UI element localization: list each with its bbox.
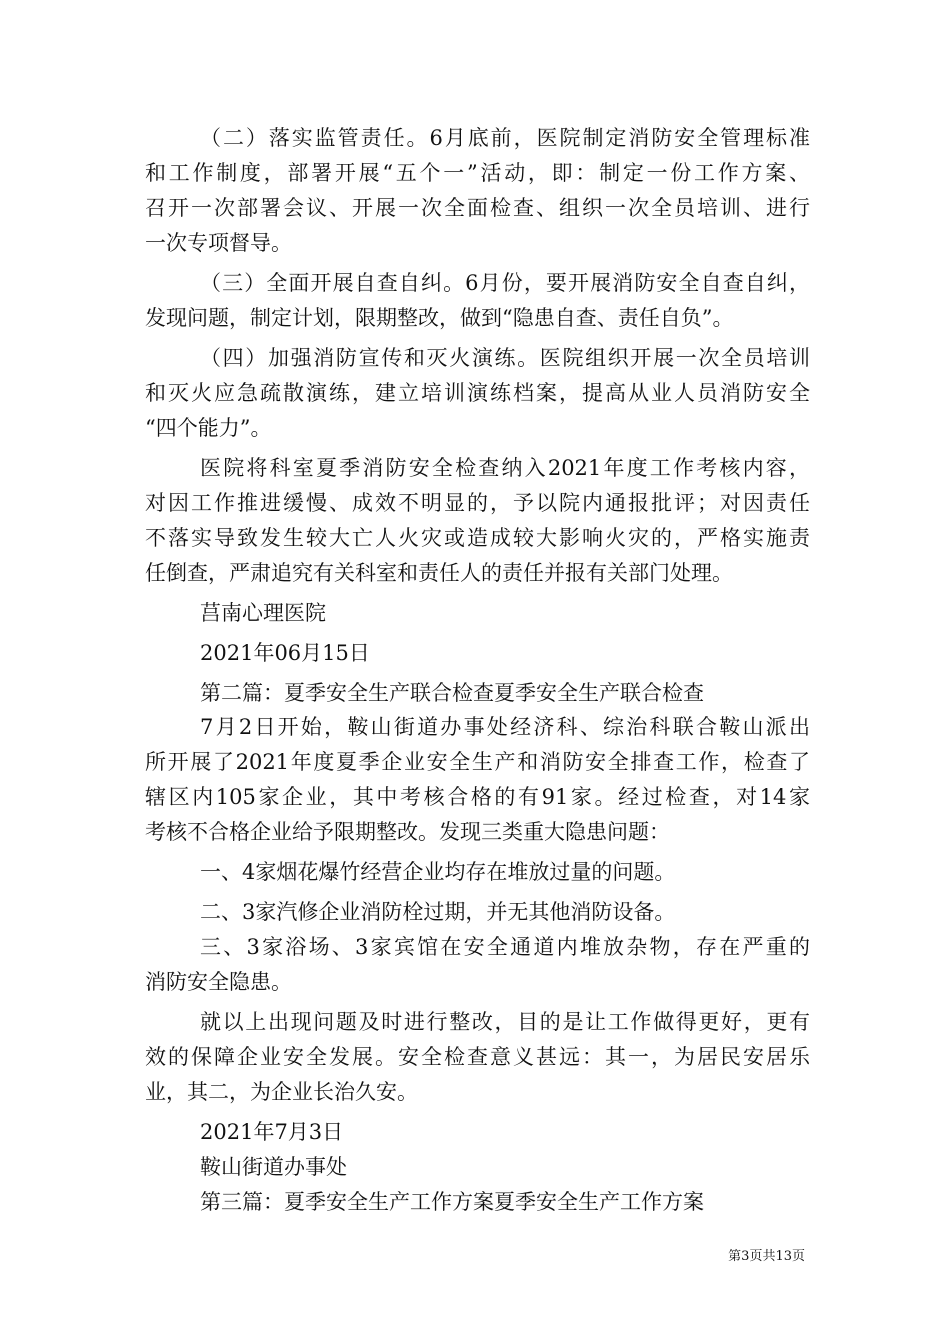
paragraph-line: 和灭火应急疏散演练，建立培训演练档案，提高从业人员消防安全 <box>145 381 810 405</box>
paragraph-line: 考核不合格企业给予限期整改。发现三类重大隐患问题： <box>145 820 670 844</box>
paragraph-line: （二）落实监管责任。6月底前，医院制定消防安全管理标准 <box>200 126 810 150</box>
page-number: 第3页共13页 <box>728 1249 805 1264</box>
signature-date: 2021年06月15日 <box>200 641 370 665</box>
paragraph-line: 业，其二，为企业长治久安。 <box>145 1080 418 1104</box>
paragraph-line: 就以上出现问题及时进行整改，目的是让工作做得更好，更有 <box>200 1010 810 1034</box>
paragraph-line: 不落实导致发生较大亡人火灾或造成较大影响火灾的，严格实施责 <box>145 526 810 550</box>
paragraph-line: 消防安全隐患。 <box>145 970 292 994</box>
signature-org: 鞍山街道办事处 <box>200 1155 347 1179</box>
paragraph-line: （三）全面开展自查自纠。6月份，要开展消防安全自查自纠， <box>200 271 810 295</box>
section-heading: 第三篇：夏季安全生产工作方案夏季安全生产工作方案 <box>200 1190 704 1214</box>
paragraph-line: 效的保障企业安全发展。安全检查意义甚远：其一，为居民安居乐 <box>145 1045 810 1069</box>
paragraph-line: 医院将科室夏季消防安全检查纳入2021年度工作考核内容， <box>200 456 810 480</box>
paragraph-line: 和工作制度，部署开展“五个一”活动，即：制定一份工作方案、 <box>145 161 810 185</box>
paragraph-line: 辖区内105家企业，其中考核合格的有91家。经过检查，对14家 <box>145 785 810 809</box>
list-item: 一、4家烟花爆竹经营企业均存在堆放过量的问题。 <box>200 860 676 884</box>
signature-date: 2021年7月3日 <box>200 1120 344 1144</box>
list-item: 三、3家浴场、3家宾馆在安全通道内堆放杂物，存在严重的 <box>200 935 810 959</box>
list-item: 二、3家汽修企业消防栓过期，并无其他消防设备。 <box>200 900 676 924</box>
paragraph-line: 任倒查，严肃追究有关科室和责任人的责任并报有关部门处理。 <box>145 561 733 585</box>
section-heading: 第二篇：夏季安全生产联合检查夏季安全生产联合检查 <box>200 681 704 705</box>
paragraph-line: 召开一次部署会议、开展一次全面检查、组织一次全员培训、进行 <box>145 196 810 220</box>
paragraph-line: 发现问题，制定计划，限期整改，做到“隐患自查、责任自负”。 <box>145 306 734 330</box>
paragraph-line: （四）加强消防宣传和灭火演练。医院组织开展一次全员培训 <box>200 346 810 370</box>
paragraph-line: 7月2日开始，鞍山街道办事处经济科、综治科联合鞍山派出 <box>200 715 810 739</box>
paragraph-line: “四个能力”。 <box>145 416 272 440</box>
signature-org: 莒南心理医院 <box>200 601 326 625</box>
paragraph-line: 所开展了2021年度夏季企业安全生产和消防安全排查工作，检查了 <box>145 750 810 774</box>
paragraph-line: 对因工作推进缓慢、成效不明显的，予以院内通报批评；对因责任 <box>145 491 810 515</box>
paragraph-line: 一次专项督导。 <box>145 231 292 255</box>
